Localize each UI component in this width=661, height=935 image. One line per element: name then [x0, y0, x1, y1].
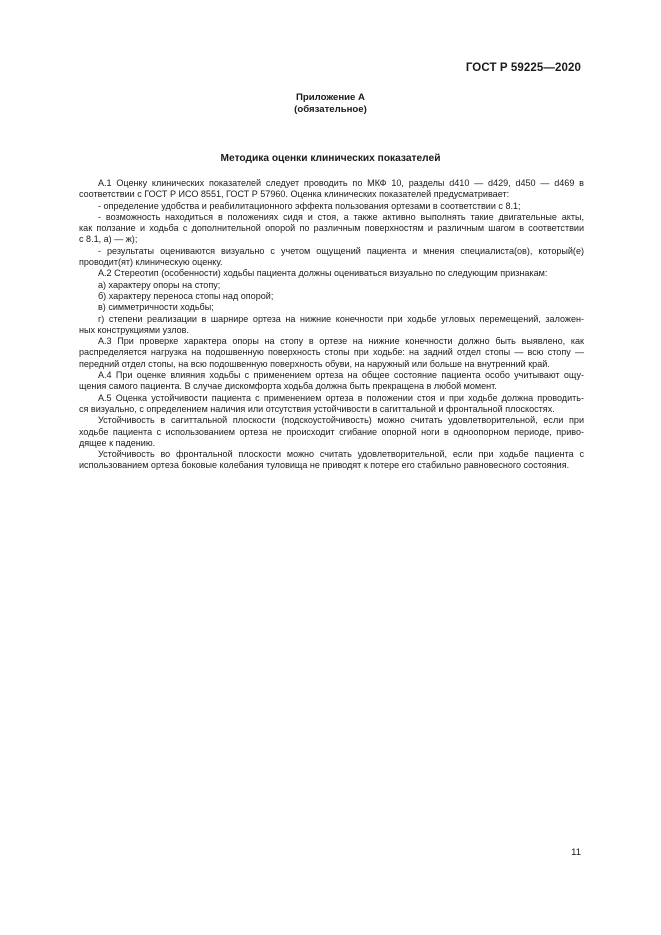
text-line: щения самого пациента. В случае дискомфорта ходьба должна быть прекращена в любой момент. — [79, 381, 497, 392]
annex-title: Приложение А — [296, 92, 365, 103]
text-line: ходьбе пациента с использованием ортеза не происходит сгибание опорной ноги в одноопорном периоде, приво- — [79, 426, 584, 437]
text-line: соответствии с ГОСТ Р ИСО 8551, ГОСТ Р 57960. Оценка клинических показателей предусматривает: — [79, 189, 510, 200]
text-line: А.3 При проверке характера опоры на стопу в ортезе на нижние конечности должно быть выявлено, как — [98, 336, 584, 347]
text-line: распределяется нагрузка на подошвенную поверхность стопы при ходьбе: на задний отдел стопы — всю стопу — — [79, 347, 584, 358]
text-line: как ползание и ходьба с дополнительной опорой по различным поверхностям и различным шагом в соответствии — [79, 223, 584, 234]
text-line: использованием ортеза боковые колебания туловища не приводят к потере его стабильно равновесного состояния. — [79, 460, 570, 471]
text-line: А.4 При оценке влияния ходьбы с применением ортеза на общее состояние пациента особо учитывают ощу- — [98, 370, 584, 381]
text-line: А.5 Оценка устойчивости пациента с применением ортеза в положении стоя и при ходьбе должна проводить- — [98, 392, 584, 403]
text-line: - определение удобства и реабилитационного эффекта пользования ортезами в соответствии с 8.1; — [98, 200, 521, 211]
text-line: Устойчивость во фронтальной плоскости можно считать удовлетворительной, если при ходьбе пациента с — [98, 449, 584, 460]
text-line: А.2 Стереотип (особенности) ходьбы пациента должны оцениваться визуально по следующим признакам: — [98, 268, 548, 279]
body-text — [79, 178, 584, 472]
annex-status: (обязательное) — [294, 104, 367, 115]
text-line: ных конструкциями узлов. — [79, 324, 189, 335]
text-line: - возможность находиться в положениях сидя и стоя, а также активно выполнять такие двигательные акты, — [98, 211, 584, 222]
text-line: г) степени реализации в шарнире ортеза на нижние конечности при ходьбе угловых перемещений, заложен- — [98, 313, 584, 324]
text-line: проводит(ят) клиническую оценку. — [79, 257, 223, 268]
text-line: дящее к падению. — [79, 437, 156, 448]
text-line: ся визуально, с определением наличия или отсутствия устойчивости в сагиттальной и фронтальной плоскостях. — [79, 403, 555, 414]
text-line: передний отдел стопы, на всю подошвенную поверхность обуви, на наружный или больше на внутренний край. — [79, 358, 550, 369]
page-number: 11 — [571, 847, 581, 858]
text-line: а) характеру опоры на стопу; — [98, 279, 221, 290]
annex-heading — [0, 92, 661, 116]
text-line: в) симметричности ходьбы; — [98, 302, 214, 313]
standard-number: ГОСТ Р 59225—2020 — [465, 62, 581, 74]
text-line: А.1 Оценку клинических показателей следует проводить по МКФ 10, разделы d410 — d429, d450 — d469 в — [98, 178, 584, 188]
text-line: с 8.1, а) — ж); — [79, 234, 138, 245]
text-line: Устойчивость в сагиттальной плоскости (подскоустойчивость) можно считать удовлетворительной, если при — [98, 415, 584, 426]
text-line: - результаты оцениваются визуально с учетом ощущений пациента и мнения специалиста(ов), который(е) — [98, 245, 584, 256]
text-line: б) характеру переноса стопы над опорой; — [98, 290, 274, 301]
section-title: Методика оценки клинических показателей — [220, 153, 441, 164]
